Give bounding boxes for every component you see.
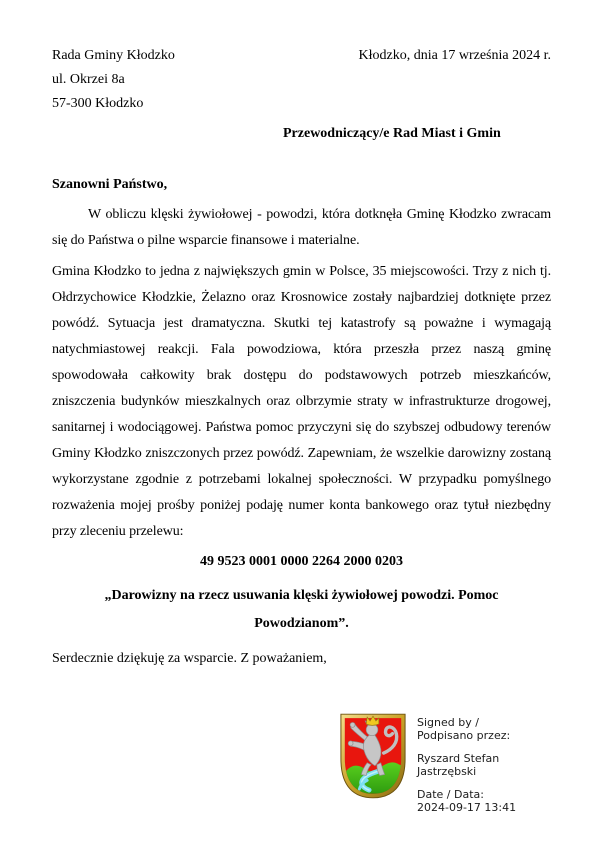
signature-datetime: 2024-09-17 13:41 xyxy=(417,801,517,814)
date-label: Date / Data: xyxy=(417,788,484,801)
salutation: Szanowni Państwo, xyxy=(52,177,168,192)
sender-street: ul. Okrzei 8a xyxy=(52,72,125,87)
paragraph-intro: W obliczu klęski żywiołowej - powodzi, która dotknęła Gminę Kłodzko zwracam się do Państwa o pilne wsparcie finansowe i materialne. xyxy=(52,207,551,248)
letter-date: Kłodzko, dnia 17 września 2024 r. xyxy=(358,48,551,63)
signature-text-block xyxy=(417,711,516,814)
sender-city: 57-300 Kłodzko xyxy=(52,96,144,111)
digital-signature-stamp xyxy=(338,711,516,814)
paragraph-main: Gmina Kłodzko to jedna z największych gmin w Polsce, 35 miejscowości. Trzy z nich tj. Ołdrzychowice Kłodzkie, Żelazno oraz Krosnowice zostały najbardziej dotknięte przez powódź. Sytuacja jest dramatyczna. Skutki tej katastrofy są poważne i wymagają natychmiastowej reakcji. Fala powodziowa, która przeszła przez naszą gminę spowodowała całkowity brak dostępu do podstawowych potrzeb mieszkańców, zniszczenia budynków mieszkalnych oraz olbrzymie straty w infrastrukturze drogowej, sanitarnej i wodociągowej. Państwa pomoc przyczyni się do szybszej odbudowy terenów Gminy Kłodzko zniszczonych przez powódź. Zapewniam, że wszelkie darowizny zostaną wykorzystane zgodnie z potrzebami lokalnej społeczności. W przypadku pomyślnego rozważenia mojej prośby poniżej podaję numer konta bankowego oraz tytuł niezbędny przy zleceniu przelewu: xyxy=(52,264,551,539)
sender-address-block xyxy=(52,44,175,116)
sender-name: Rada Gminy Kłodzko xyxy=(52,48,175,63)
signer-name: Ryszard Stefan Jastrzębski xyxy=(417,752,500,778)
addressee-line: Przewodniczący/e Rad Miast i Gmin xyxy=(283,126,501,141)
bank-account-number: 49 9523 0001 0000 2264 2000 0203 xyxy=(200,554,403,569)
klodzko-coat-of-arms-icon xyxy=(338,711,408,801)
signature-date xyxy=(417,788,516,814)
closing-line: Serdecznie dziękuję za wsparcie. Z poważaniem, xyxy=(52,651,327,666)
transfer-title: „Darowizny na rzecz usuwania klęski żywiołowej powodzi. Pomoc Powodzianom”. xyxy=(104,588,499,631)
signed-by-label: Signed by / Podpisano przez: xyxy=(417,716,511,742)
letter-header xyxy=(52,44,551,116)
